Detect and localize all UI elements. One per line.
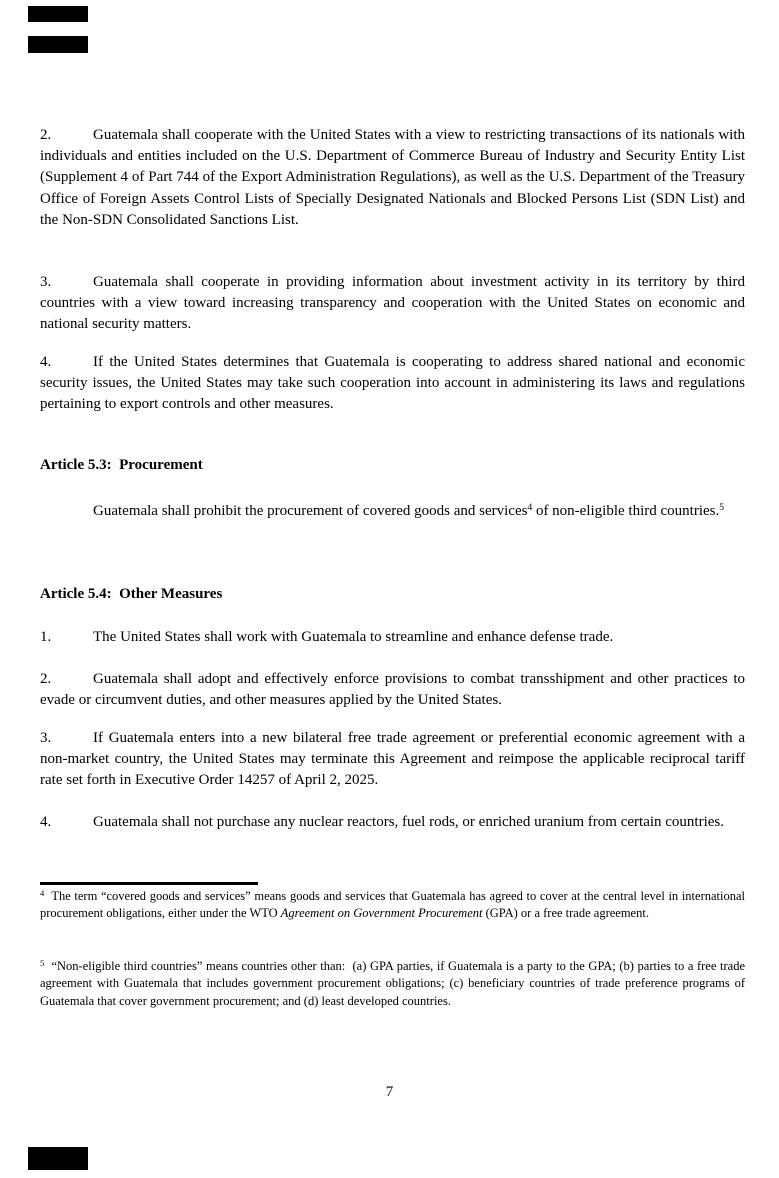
article-5-4-item-1 [40,627,745,648]
paragraph-3-number: 3. [40,274,52,290]
item-2-number: 2. [40,671,52,687]
footnote-4-italic-title: Agreement on Government Procurement [280,906,483,921]
article-5-3-text-1: Guatemala shall prohibit the procurement of covered goods and services [93,503,528,519]
article-5-4-item-3 [40,728,745,792]
paragraph-4 [40,352,745,416]
scan-mark-bottom [28,1147,88,1170]
paragraph-2-text: Guatemala shall cooperate with the United States with a view to restricting transactions of its nationals with individuals and entities included on the U.S. Department of Commerce Bureau of Industry and Security Entity List (Supplement 4 of Part 744 of the Export Administration Regulations), as well as the U.S. Department of the Treasury Office of Foreign Assets Control Lists of Specially Designated Nationals and Blocked Persons List (SDN List) and the Non-SDN Consolidated Sanctions List. [40,127,745,228]
item-1-number: 1. [40,629,52,645]
paragraph-4-number: 4. [40,354,52,370]
footnote-5-marker: 5 [40,957,45,968]
item-4-text: Guatemala shall not purchase any nuclear reactors, fuel rods, or enriched uranium from certain countries. [93,814,724,830]
paragraph-4-text: If the United States determines that Guatemala is cooperating to address shared national and economic security issues, the United States may take such cooperation into account in administering its laws and regulations pertaining to export controls and other measures. [40,354,745,413]
paragraph-2 [40,125,745,231]
footnote-5-text: “Non-eligible third countries” means countries other than: (a) GPA parties, if Guatemala is a party to the GPA; (b) parties to a free trade agreement with Guatemala that includes government procurement obligations; (c) beneficiary countries of trade preference programs of Guatemala that cover government procurement; and (d) least developed countries. [40,959,745,1008]
article-5-4-item-4 [40,812,745,833]
scan-mark-top-1 [28,6,88,22]
footnote-ref-5: 5 [719,502,724,513]
item-2-text: Guatemala shall adopt and effectively enforce provisions to combat transshipment and other practices to evade or circumvent duties, and other measures applied by the United States. [40,671,745,709]
paragraph-2-number: 2. [40,127,52,143]
footnote-ref-4: 4 [527,502,533,513]
scan-mark-top-2 [28,36,88,53]
footnote-5 [40,958,745,1010]
article-5-3-heading: Article 5.3: Procurement [40,457,203,473]
item-3-number: 3. [40,730,52,746]
item-1-text: The United States shall work with Guatemala to streamline and enhance defense trade. [93,629,614,645]
footnote-4-text-pre: The term “covered goods and services” means goods and services that Guatemala has agreed to cover at the central level in international procurement obligations, either under the WTO [40,889,745,921]
article-5-3-paragraph [40,501,745,522]
paragraph-3 [40,272,745,336]
footnote-4-marker: 4 [40,887,45,898]
footnote-separator-rule [40,882,258,885]
page-number: 7 [385,1084,394,1100]
article-5-3-text-2: of non-eligible third countries. [532,503,720,519]
paragraph-3-text: Guatemala shall cooperate in providing information about investment activity in its territory by third countries with a view toward increasing transparency and cooperation with the United States on economic and national security matters. [40,274,745,333]
item-4-number: 4. [40,814,52,830]
article-5-4-item-2 [40,669,745,711]
item-3-text: If Guatemala enters into a new bilateral free trade agreement or preferential economic agreement with a non-market country, the United States may terminate this Agreement and reimpose the applicable reciprocal tariff rate set forth in Executive Order 14257 of April 2, 2025. [40,730,745,789]
footnote-4 [40,888,745,923]
footnote-4-text-post: (GPA) or a free trade agreement. [482,906,649,921]
article-5-4-heading: Article 5.4: Other Measures [40,586,223,602]
